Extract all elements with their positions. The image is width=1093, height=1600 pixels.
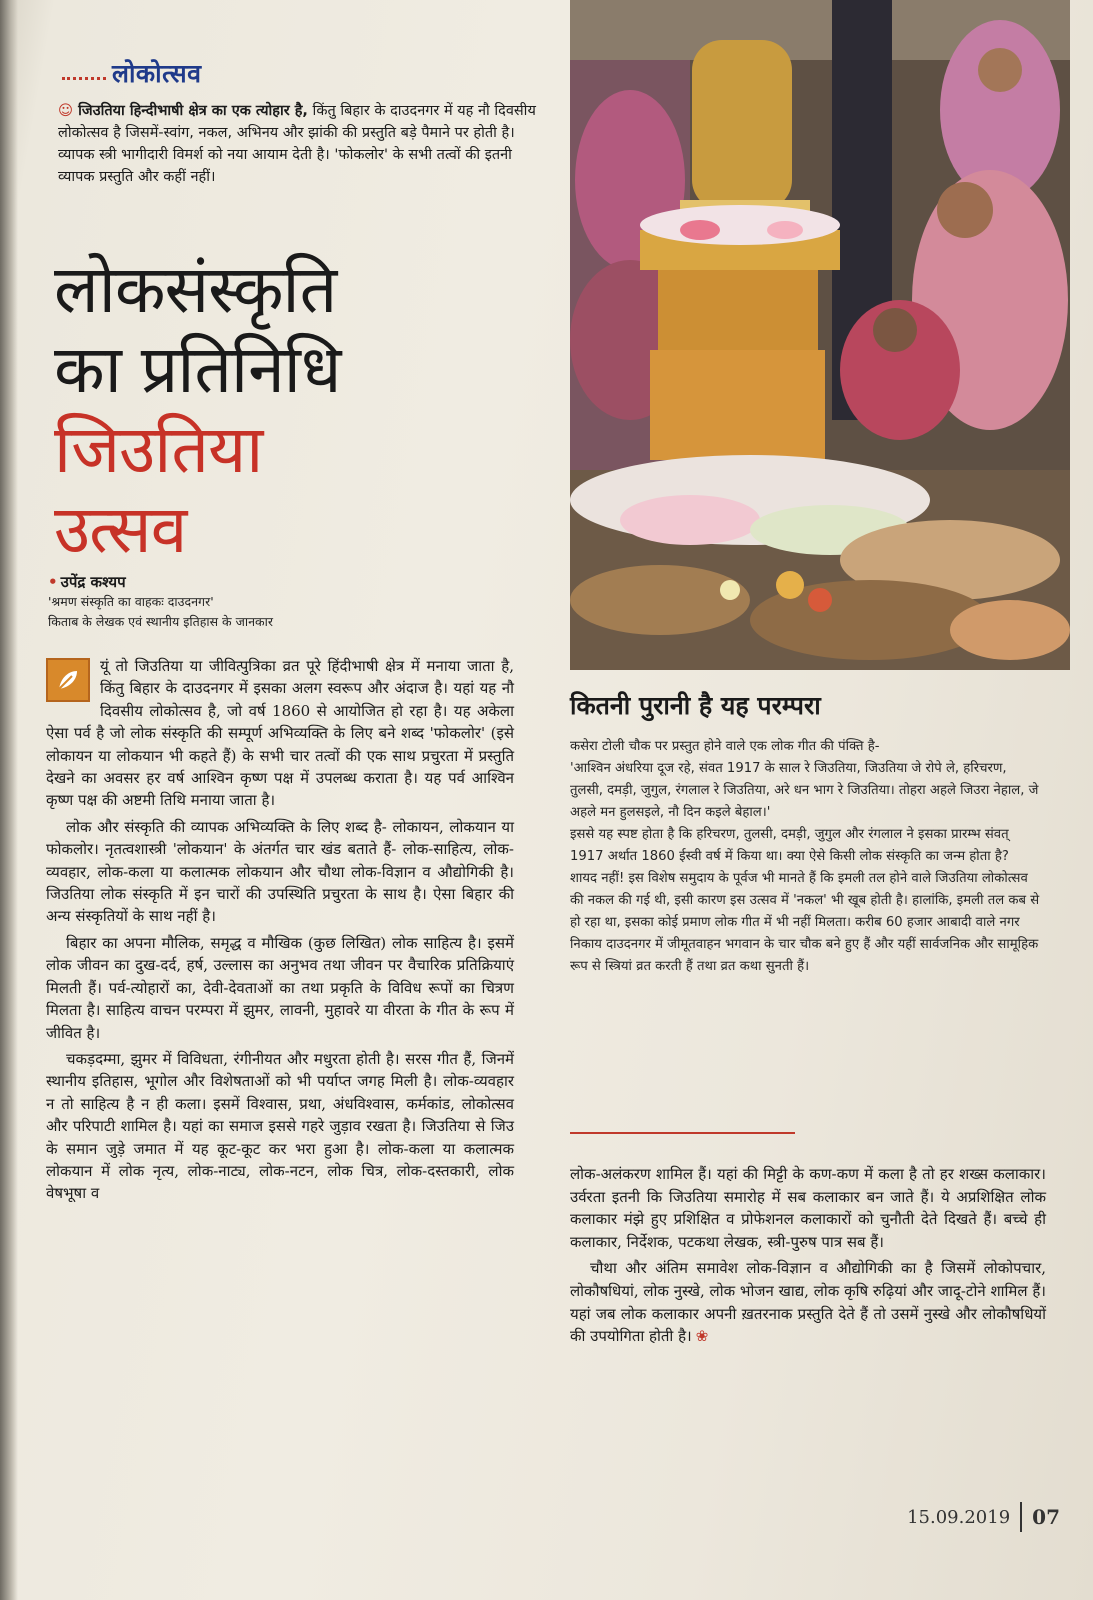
author-book: 'श्रमण संस्कृति का वाहकः दाउदनगर' (48, 594, 214, 609)
section-tag-dots (62, 67, 106, 80)
page-number: 07 (1032, 1505, 1060, 1529)
sidebar-paragraph: कसेरा टोली चौक पर प्रस्तुत होने वाले एक लोक गीत की पंक्ति है- (570, 739, 880, 754)
paragraph: लोक और संस्कृति की व्यापक अभिव्यक्ति के लिए शब्द है- लोकायन, लोकयान या फोकलोर। नृतत्वशास्त्री 'लोकयान' के अंतर्गत चार खंड बताते हैं- लोक-साहित्य, लोक-व्यवहार, लोक-कला या कलात्मक लोकयान और चौथा लोक-विज्ञान व औद्योगिकी है। जिउतिया लोक संस्कृति में इन चारों की उपस्थिति प्रचुरता के साथ है। ऐसा बिहार की अन्य संस्कृतियों के साथ नहीं है। (46, 817, 514, 926)
author-byline (48, 572, 468, 632)
headline (54, 250, 474, 570)
sidebar-text (570, 736, 1040, 978)
issue-date: 15.09.2019 (907, 1506, 1011, 1528)
festival-photo (570, 0, 1070, 670)
intro-rest: किंतु बिहार के दाउदनगर में यह नौ दिवसीय लोकोत्सव है जिसमें-स्वांग, नकल, अभिनय और झांकी की प्रस्तुति बड़े पैमाने पर होती है। व्यापक स्त्री भागीदारी विमर्श को नया आयाम देती है। 'फोकलोर' के सभी तत्वों की इतनी व्यापक प्रस्तुति और कहीं नहीं। (58, 103, 536, 185)
author-name-row (48, 572, 468, 592)
footer-separator (1020, 1502, 1022, 1532)
author-bio: किताब के लेखक एवं स्थानीय इतिहास के जानकार (48, 614, 274, 629)
end-leaf-icon: ❀ (695, 1327, 709, 1346)
paragraph: लोक-अलंकरण शामिल हैं। यहां की मिट्टी के कण-कण में कला है तो हर शख्स कलाकार। उर्वरता इतनी कि जिउतिया समारोह में सब कलाकार बन जाते हैं। ये अप्रशिक्षित लोक कलाकार मंझे हुए प्रशिक्षित व प्रोफेशनल कलाकारों को चुनौती देते दिखते हैं। बच्चे ही कलाकार, निर्देशक, पटकथा लेखक, स्त्री-पुरुष पात्र सब हैं। (570, 1165, 1046, 1251)
paragraph: बिहार का अपना मौलिक, समृद्ध व मौखिक (कुछ लिखित) लोक साहित्य है। इसमें लोक जीवन का दुख-दर्द, हर्ष, उल्लास का अनुभव तथा जीवन पर वैचारिक प्रतिक्रियाएं मिलती हैं। पर्व-त्योहारों का, देवी-देवताओं का तथा प्रकृति के विविध रूपों का चित्रण मिलता है। साहित्य वाचन परम्परा में झुमर, लावनी, मुहावरे या वीरता के गीत के रूप में जीवित है। (46, 933, 514, 1042)
sidebar-paragraph: 'आश्विन अंधरिया दूज रहे, संवत 1917 के साल रे जिउतिया, जिउतिया जे रोपे ले, हरिचरण, तुलसी, दमड़ी, जुगुल, रंगलाल रे जिउतिया, अरे धन भाग रे जिउतिया। तोहरा अहले जिउरा नेहाल, जे अहले मन हुलसइले, नौ दिन कइले बेहाल।' (570, 761, 1039, 820)
intro-blurb (58, 100, 538, 188)
headline-line-2: का प्रतिनिधि (54, 331, 341, 408)
page-footer (870, 1500, 1060, 1534)
leaf-icon (46, 658, 90, 702)
headline-line-1: लोकसंस्कृति (54, 251, 337, 328)
section-tag (62, 56, 202, 90)
page-spine-shadow (0, 0, 18, 1600)
section-label: लोकोत्सव (112, 59, 202, 88)
article-body-left (46, 655, 514, 1209)
paragraph: चौथा और अंतिम समावेश लोक-विज्ञान व औद्योगिकी का है जिसमें लोकोपचार, लोकौषधियां, लोक नुस्खे, लोक भोजन खाद्य, लोक कृषि रुढ़ियां और जादू-टोने शामिल हैं। यहां जब लोक कलाकार अपनी ख़तरनाक प्रस्तुति देते हैं तो उसमें नुस्खे और लोकौषधियों की उपयोगिता होती है। ❀ (570, 1259, 1046, 1346)
section-divider (570, 1132, 795, 1134)
intro-lead: जिउतिया हिन्दीभाषी क्षेत्र का एक त्योहार है, (78, 103, 308, 119)
sidebar-heading: कितनी पुरानी है यह परम्परा (570, 691, 821, 720)
headline-line-4: उत्सव (54, 491, 187, 568)
sidebar-paragraph: इससे यह स्पष्ट होता है कि हरिचरण, तुलसी, दमड़ी, जुगुल और रंगलाल ने इसका प्रारम्भ संवत् 1917 अर्थात 1860 ईस्वी वर्ष में किया था। क्या ऐसे किसी लोक संस्कृति का जन्म होता है? शायद नहीं! इस विशेष समुदाय के पूर्वज भी मानते हैं कि इमली तल होने वाले जिउतिया लोकोत्सव की नकल की गई थी, इसी कारण इस उत्सव में 'नकल' भी खूब होती है। हालांकि, इमली तल कब से हो रहा था, इसका कोई प्रमाण लोक गीत में भी नहीं मिलता। करीब 60 हजार आबादी वाले नगर निकाय दाउदनगर में जीमूतवाहन भगवान के चार चौक बने हुए हैं और यहीं सार्वजनिक और सामूहिक रूप से स्त्रियां व्रत करती हैं तथा व्रत कथा सुनती हैं। (570, 827, 1040, 974)
headline-line-3: जिउतिया (54, 411, 263, 488)
bullet-icon: • (48, 573, 58, 591)
paragraph: यूं तो जिउतिया या जीवित्पुत्रिका व्रत पूरे हिंदीभाषी क्षेत्र में मनाया जाता है, किंतु बिहार के दाउदनगर में इसका अलग स्वरूप और अंदाज है। यहां यह नौ दिवसीय लोकोत्सव है, जो वर्ष 1860 से आयोजित हो रहा है। यह अकेला ऐसा पर्व है जो लोक संस्कृति की सम्पूर्ण अभिव्यक्ति के लिए बने शब्द 'फोकलोर' (इसे लोकायन या लोकयान भी कहते हैं) के सभी चार तत्वों की एक साथ प्रचुरता में प्रस्तुति देखने का अवसर हर वर्ष आश्विन कृष्ण पक्ष में उपलब्ध कराता है। यह पर्व आश्विन कृष्ण पक्ष की अष्टमी तिथि मनाया जाता है। (46, 657, 514, 810)
paragraph: चकड़दम्मा, झुमर में विविधता, रंगीनीयत और मधुरता होती है। सरस गीत हैं, जिनमें स्थानीय इतिहास, भूगोल और विशेषताओं को भी पर्याप्त जगह मिली है। लोक-व्यवहार न तो साहित्य है न ही कला। इसमें विश्वास, प्रथा, अंधविश्वास, कर्मकांड, लोकोत्सव और परिपाटी शामिल है। यहां का समाज इससे गहरे जुड़ाव रखता है। जिउतिया से जिउ के समान जुड़े जमात में यह कूट-कूट कर भरा हुआ है। लोक-कला या कलात्मक लोकयान में लोक नृत्य, लोक-नाट्य, लोक-नटन, लोक चित्र, लोक-दस्तकारी, लोक वेषभूषा व (46, 1049, 514, 1203)
article-body-right (570, 1163, 1046, 1352)
festival-photo-illustration (570, 0, 1070, 670)
author-name: उपेंद्र कश्यप (60, 573, 126, 591)
smiley-icon: ☺ (58, 103, 74, 119)
